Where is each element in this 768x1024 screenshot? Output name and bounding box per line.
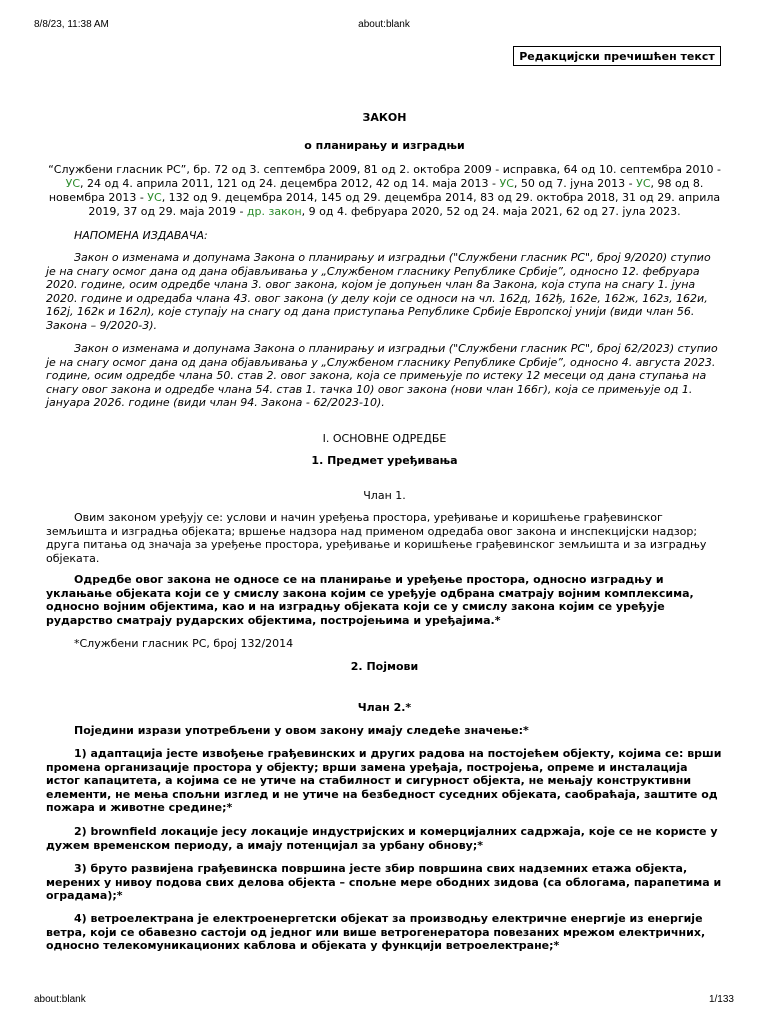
subsection-heading-1: 1. Предмет уређивања	[311, 454, 458, 467]
article-1-paragraph-2: Одредбе овог закона не односе се на планирање и уређење простора, односно изградњу и уклањање објеката који се у смислу закона којим се уређује одбрана сматрају војним комплексима, односно војним објектима, као и на изградњу објеката који се у смислу закона којим се уређује рударство сматрају рударских објектима, постројењима и уређајима.*	[46, 573, 694, 627]
article-1-footnote: *Службени гласник РС, број 132/2014	[74, 637, 294, 650]
article-2-item-4: 4) ветроелектрана је електроенергетски објекат за производњу електричне енергије из енергије ветра, који се обавезно састоји од једног или више ветрогенератора повезаних мрежом електричних, односно телекомуникационих каблова и објеката у функцији ветроелектране;*	[46, 912, 706, 953]
article-1-heading: Члан 1.	[363, 489, 406, 502]
gazette-citation	[46, 163, 723, 219]
publisher-note-heading: НАПОМЕНА ИЗДАВАЧА:	[74, 229, 208, 242]
gazette-link-other-law[interactable]: др. закон	[246, 205, 302, 218]
edition-badge: Редакцијски пречишћен текст	[513, 46, 721, 66]
gazette-link-us-4[interactable]: УС	[147, 191, 162, 204]
law-title: ЗАКОН	[362, 111, 407, 124]
article-2-intro: Поједини изрази употребљени у овом закону имају следеће значење:*	[74, 724, 529, 737]
gazette-link-us-2[interactable]: УС	[499, 177, 514, 190]
print-header-datetime: 8/8/23, 11:38 AM	[34, 19, 109, 30]
publisher-note-2: Закон о изменама и допунама Закона о планирању и изградњи ("Службени гласник РС", број 62/2023) ступио је на снагу осмог дана од дана објављивања у „Службеном гласнику Републике Србије”, односно 4. августа 2023. године, осим одредбе члана 50. став 2. овог закона, која се примењује по истеку 12 месеци од дана ступања на снагу овог закона и одредбе члана 54. став 1. тачка 10) овог закона (нови члан 166г), која се примењује од 1. јануара 2026. године (види члан 94. Закона - 62/2023-10).	[46, 342, 718, 410]
gazette-text-1: “Службени гласник РС”, бр. 72 од 3. септембра 2009, 81 од 2. октобра 2009 - исправка, 64 од 10. септембра 2010 -	[48, 163, 721, 176]
gazette-link-us-3[interactable]: УС	[636, 177, 651, 190]
gazette-text-6: , 9 од 4. фебруара 2020, 52 од 24. маја 2021, 62 од 27. јула 2023.	[301, 205, 681, 218]
subsection-heading-2: 2. Појмови	[350, 660, 419, 673]
article-2-item-1: 1) адаптација јесте извођење грађевинских и других радова на постојећем објекту, којима се: врши промена организације простора у објекту; врши замена уређаја, постројења, опреме и инсталација истог капацитета, а којима се не утиче на стабилност и сигурност објекта, не мењају конструктивни елементи, не мења спољни изглед и не утиче на безбедност суседних објеката, саобраћаја, заштите од пожара и животне средине;*	[46, 747, 722, 815]
gazette-text-4: , 98 од 8. новембра 2013 -	[48, 177, 704, 204]
print-header-url: about:blank	[358, 19, 410, 30]
article-2-item-3: 3) бруто развијена грађевинска површина јесте збир површина свих надземних етажа објекта, мерених у нивоу подова свих делова објекта – спољне мере ободних зидова (са облогама, парапетима и оградама);*	[46, 862, 722, 903]
article-2-item-2: 2) brownfield локације јесу локације индустријских и комерцијалних садржаја, које се не користе у дужем временском периоду, а имају потенцијал за урбану обнову;*	[46, 825, 718, 852]
law-subtitle: о планирању и изградњи	[304, 139, 465, 152]
article-1-paragraph-1: Овим законом уређују се: услови и начин уређења простора, уређивање и коришћење грађевинског земљишта и изградња објеката; вршење надзора над применом одредаба овог закона и инспекцијски надзор; друга питања од значаја за уређење простора, уређивање и коришћење грађевинског земљишта и за изградњу објеката.	[46, 511, 707, 565]
article-2-heading: Члан 2.*	[357, 701, 412, 714]
gazette-text-2: , 24 од 4. априла 2011, 121 од 24. децембра 2012, 42 од 14. маја 2013 -	[80, 177, 500, 190]
section-heading: I. ОСНОВНЕ ОДРЕДБЕ	[322, 432, 447, 445]
gazette-link-us-1[interactable]: УС	[65, 177, 81, 190]
gazette-text-3: , 50 од 7. јуна 2013 -	[513, 177, 637, 190]
print-footer-url: about:blank	[34, 994, 86, 1005]
print-footer-page-number: 1/133	[708, 994, 734, 1005]
publisher-note-1: Закон о изменама и допунама Закона о планирању и изградњи ("Службени гласник РС", број 9/2020) ступио је на снагу осмог дана од дана објављивања у „Службеном гласнику Републике Србије”, односно 12. фебруара 2020. године, осим одредбе члана 3. овог закона, којом је допуњен члан 8а Закона, која ступа на снагу 1. јуна 2020. године и одредаба члана 43. овог закона (у делу који се односи на чл. 162д, 162ђ, 162е, 162ж, 162з, 162и, 162ј, 162к и 162л), које ступају на снагу од дана приступања Републике Србије Европској унији (види члан 56. Закона – 9/2020-3).	[46, 251, 711, 332]
gazette-text-5: , 132 од 9. децембра 2014, 145 од 29. децембра 2014, 83 од 29. октобра 2018, 31 од 29. априла 2019, 37 од 29. маја 2019 -	[88, 191, 721, 218]
